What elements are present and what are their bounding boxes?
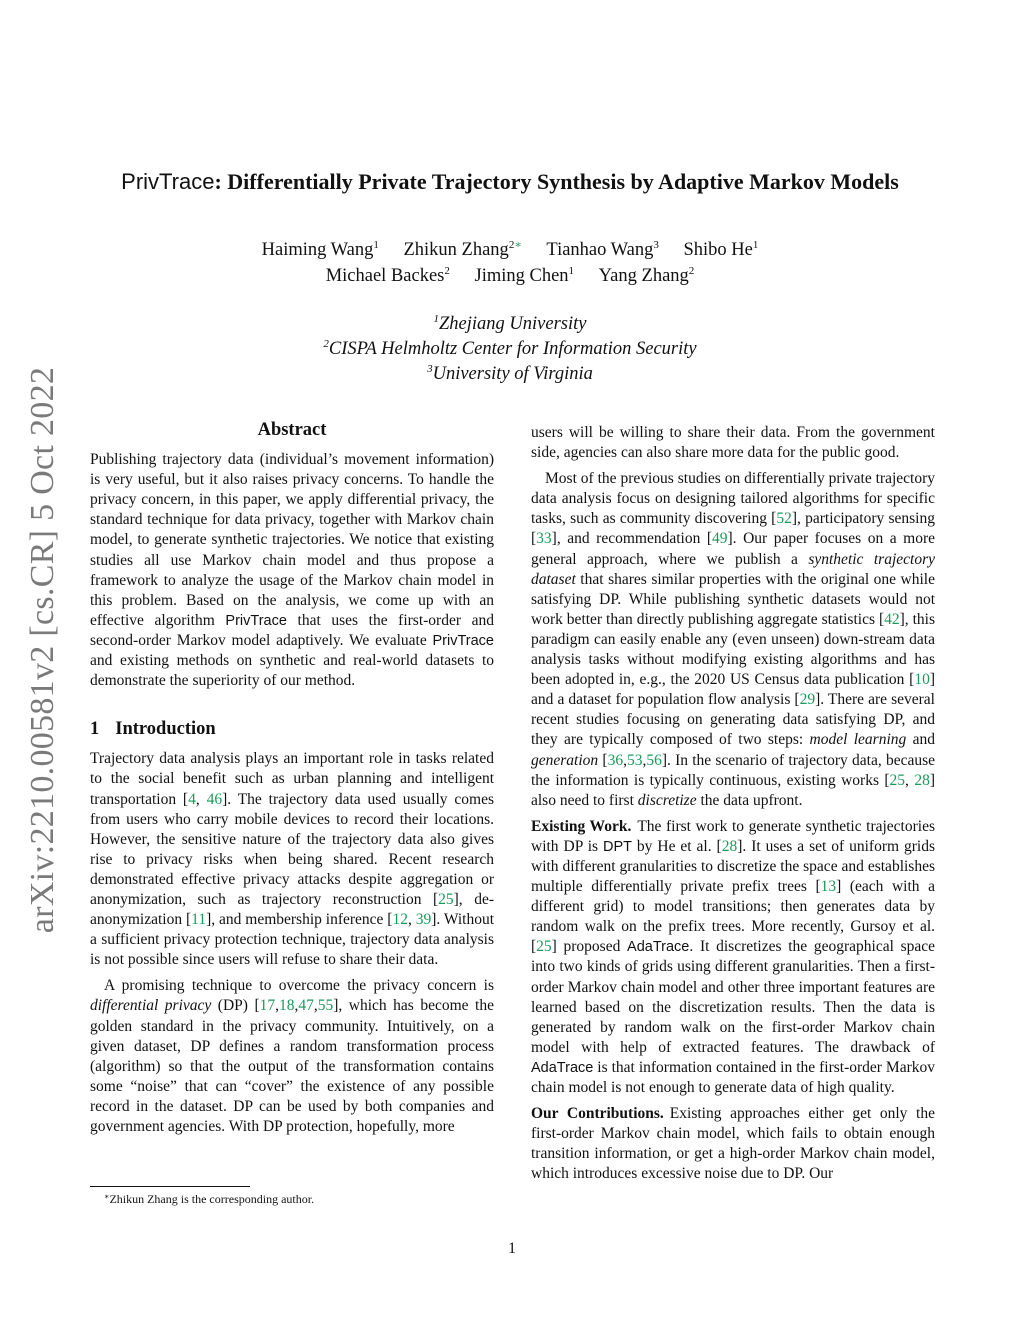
citation-link[interactable]: 10	[914, 671, 930, 689]
text-run: Existing approaches either get only the first-order Markov chain model, which fails to obtain enough transition information, or get a high-order Markov chain model, which introduces excessive noise due to DP. Our	[531, 1105, 935, 1183]
author-name: Yang Zhang	[598, 266, 689, 286]
citation-link[interactable]: 25	[536, 938, 552, 956]
author-affil-mark: 2	[508, 239, 515, 251]
affiliation-name: CISPA Helmholtz Center for Information Security	[328, 339, 697, 359]
text-run: ] (each with a different grid) to model transitions; then generates data by random walk on the prefix trees. More recently, Gursoy et al. [	[531, 878, 935, 956]
affiliation	[70, 312, 950, 336]
author-name: Shibo He	[683, 240, 753, 260]
author-affil-mark: 1	[568, 265, 575, 277]
separator: ,	[623, 751, 627, 769]
paper-title	[70, 168, 950, 196]
citation-link[interactable]: 4	[188, 790, 196, 808]
emphasis: synthetic trajectory dataset	[531, 550, 935, 588]
text-run: the data upfront.	[696, 791, 803, 809]
author-name: Tianhao Wang	[546, 240, 654, 260]
text-run: ], and recommendation [	[551, 530, 713, 548]
footnote	[104, 1192, 314, 1206]
text-run: ], participatory sensing [	[531, 510, 935, 548]
text-run: is that information contained in the first-order Markov chain model is not enough to generate data of high quality.	[531, 1058, 935, 1096]
citation-link[interactable]: 25	[889, 771, 906, 789]
affiliation-name: University of Virginia	[432, 364, 593, 384]
system-name: DPT	[602, 838, 632, 855]
text-run: A promising technique to overcome the privacy concern is	[104, 977, 494, 995]
right-paragraph-1	[531, 469, 935, 811]
section-heading-introduction	[90, 719, 494, 739]
author-affil-mark: 2	[688, 265, 695, 277]
separator: ,	[642, 751, 647, 769]
citation-link[interactable]: 28	[914, 771, 930, 789]
citation-link[interactable]: 13	[820, 878, 837, 896]
corresponding-author-mark[interactable]: ∗	[514, 239, 522, 251]
author-affil-mark: 1	[752, 239, 759, 251]
separator: ,	[313, 997, 318, 1015]
abstract-text-part: and existing methods on synthetic and real-world datasets to demonstrate the superiority of our method.	[90, 652, 494, 690]
text-run: . It discretizes the geographical space into two kinds of grids using different granularities. Then a first-order Markov chain model and other three important features are learned based on the discretization results. Then the data is generated by random walk on the first-order Markov chain model with help of extracted features. The drawback of	[531, 938, 935, 1056]
right-paragraph-0: users will be willing to share their data. From the government side, agencies can also share more data for the public good.	[531, 424, 935, 462]
citation-link[interactable]: 36	[607, 751, 624, 769]
separator: ,	[275, 997, 279, 1015]
affiliation-mark: 2	[323, 338, 329, 350]
citation-link[interactable]: 39	[415, 911, 432, 929]
citation-link[interactable]: 12	[392, 911, 408, 929]
affiliation-name: Zhejiang University	[439, 314, 587, 334]
right-column	[531, 423, 935, 1184]
affiliation	[70, 337, 950, 361]
author	[684, 240, 759, 260]
abstract-text	[90, 450, 494, 691]
text-run: ], this paradigm can easily enable any (even unseen) down-stream data analysis tasks without modifying existing algorithms and has been adopted in, e.g., the 2020 US Census data publication [	[531, 610, 935, 689]
text-run: ]. In the scenario of trajectory data, because the information is typically continuous, existing works [	[531, 751, 935, 789]
left-column	[90, 420, 494, 1137]
page-number: 1	[508, 1240, 516, 1257]
author-affil-mark: 1	[373, 239, 379, 251]
text-run: ]. There are several recent studies focusing on generating data satisfying DP, and they are typically composed of two steps:	[531, 691, 935, 749]
citation-link[interactable]: 46	[206, 790, 223, 808]
emphasis: model learning	[809, 731, 907, 749]
citation-link[interactable]: 29	[799, 691, 816, 709]
author	[326, 266, 450, 286]
citation-link[interactable]: 42	[884, 610, 900, 628]
text-run: by He et al. [	[631, 837, 722, 855]
text-run: The first work to generate synthetic trajectories with DP is	[531, 817, 935, 855]
text-run: Most of the previous studies on differentially private trajectory data analysis focus on designing tailored algorithms for specific tasks, such as community discovering [	[531, 470, 935, 528]
author	[475, 266, 575, 286]
text-run: ,	[407, 911, 416, 929]
author	[262, 240, 379, 260]
author-line-1	[70, 238, 950, 262]
citation-link[interactable]: 49	[712, 530, 728, 548]
author-name: Michael Backes	[325, 266, 445, 286]
citation-link[interactable]: 56	[646, 751, 662, 769]
abstract-heading: Abstract	[257, 420, 327, 440]
author	[546, 240, 658, 260]
citation-link[interactable]: 55	[317, 997, 334, 1015]
text-run: ], and membership inference [	[206, 911, 393, 929]
existing-work-paragraph	[531, 817, 935, 1098]
separator: ,	[294, 997, 299, 1015]
text-run: and	[906, 731, 935, 749]
emphasis: generation	[531, 751, 599, 769]
author	[599, 266, 695, 286]
citation-link[interactable]: 52	[776, 510, 792, 528]
text-run: ] proposed	[551, 938, 628, 956]
citation-link[interactable]: 47	[298, 997, 314, 1015]
section-title: Introduction	[115, 719, 216, 740]
abstract-text-part: Publishing trajectory data (individual’s movement information) is very useful, but it also raises privacy concerns. To handle the privacy concern, in this paper, we apply differential privacy, the standard technique for data privacy, together with Markov chain model, to generate synthetic trajectories. We notice that existing studies all use Markov chain model and thus propose a framework to analyze the usage of the Markov chain model in this problem. Based on the analysis, we come up with an effective algorithm	[90, 451, 494, 629]
footnote-text: Zhikun Zhang is the corresponding author.	[109, 1192, 315, 1206]
section-number: 1	[90, 719, 100, 740]
title-system-name: PrivTrace	[121, 169, 215, 194]
author-name: Haiming Wang	[261, 240, 374, 260]
system-name: AdaTrace	[627, 939, 690, 956]
text-run: ,	[195, 790, 207, 808]
footnote-mark: ∗	[104, 1192, 110, 1201]
emphasis: differential privacy	[90, 997, 212, 1015]
citation-link[interactable]: 25	[438, 890, 454, 908]
citation-link[interactable]: 11	[191, 911, 207, 929]
system-name: PrivTrace	[225, 612, 287, 629]
paragraph-heading: Existing Work.	[531, 817, 632, 835]
footnote-rule	[90, 1186, 250, 1187]
contributions-paragraph	[531, 1104, 935, 1184]
intro-paragraph-1	[90, 749, 494, 970]
intro-paragraph-2	[90, 976, 494, 1137]
text-run: ]. Our paper focuses on a more general approach, where we publish a	[531, 530, 935, 568]
author-affil-mark: 3	[653, 239, 659, 251]
author-name: Jiming Chen	[474, 266, 569, 286]
system-name: PrivTrace	[432, 632, 494, 649]
text-run: [	[598, 751, 608, 769]
separator: ,	[905, 771, 915, 789]
citation-link[interactable]: 18	[278, 997, 295, 1015]
text-run: ]. The trajectory data used usually comes from users who carry mobile devices to record their locations. However, the sensitive nature of the trajectory data also gives rise to privacy risks when being shared. Recent research demonstrated effective privacy attacks despite aggregation or anonymization, such as trajectory reconstruction [	[90, 790, 495, 908]
citation-link[interactable]: 53	[626, 751, 643, 769]
affiliation	[70, 362, 950, 386]
text-run: that shares similar properties with the original one while satisfying DP. While publishing synthetic datasets would not work better than directly publishing aggregate statistics [	[531, 570, 935, 628]
emphasis: discretize	[637, 791, 697, 809]
text-run: ]. It uses a set of uniform grids with different granularities to discretize the space and establishes multiple differentially private prefix trees [	[531, 837, 935, 896]
citation-link[interactable]: 33	[536, 530, 552, 548]
author-affil-mark: 2	[444, 265, 450, 277]
title-rest: : Differentially Private Trajectory Synthesis by Adaptive Markov Models	[214, 169, 899, 194]
arxiv-identifier: arXiv:2210.00581v2 [cs.CR] 5 Oct 2022	[24, 366, 61, 934]
text-run: (DP) [	[211, 997, 260, 1015]
author-line-2	[70, 264, 950, 288]
text-run: Trajectory data analysis plays an important role in tasks related to the social benefit such as urban planning and intelligent transportation [	[90, 750, 494, 808]
author-name: Zhikun Zhang	[403, 240, 509, 260]
system-name: AdaTrace	[531, 1059, 594, 1076]
paragraph-heading: Our Contributions.	[531, 1105, 664, 1123]
affiliation-mark: 3	[427, 363, 433, 375]
affiliation-mark: 1	[433, 313, 440, 325]
text-run: ], de-anonymization [	[90, 890, 494, 929]
text-run: ] also need to first	[531, 771, 935, 809]
citation-link[interactable]: 17	[259, 997, 276, 1015]
citation-link[interactable]: 28	[721, 837, 738, 855]
abstract-text-part: that uses the first-order and second-order Markov model adaptively. We evaluate	[90, 611, 494, 649]
text-run: ] and a dataset for population flow analysis [	[531, 671, 935, 709]
text-run: ]. Without a sufficient privacy protection technique, trajectory data analysis is not possible since users will refuse to share their data.	[90, 911, 495, 969]
text-run: ], which has become the golden standard in the privacy community. Intuitively, on a given dataset, DP defines a random transformation process (algorithm) so that the output of the transformation contains some “noise” that can “cover” the existence of any possible record in the dataset. DP can be used by both companies and government agencies. With DP protection, hopefully, more	[90, 997, 494, 1135]
author	[403, 240, 521, 260]
